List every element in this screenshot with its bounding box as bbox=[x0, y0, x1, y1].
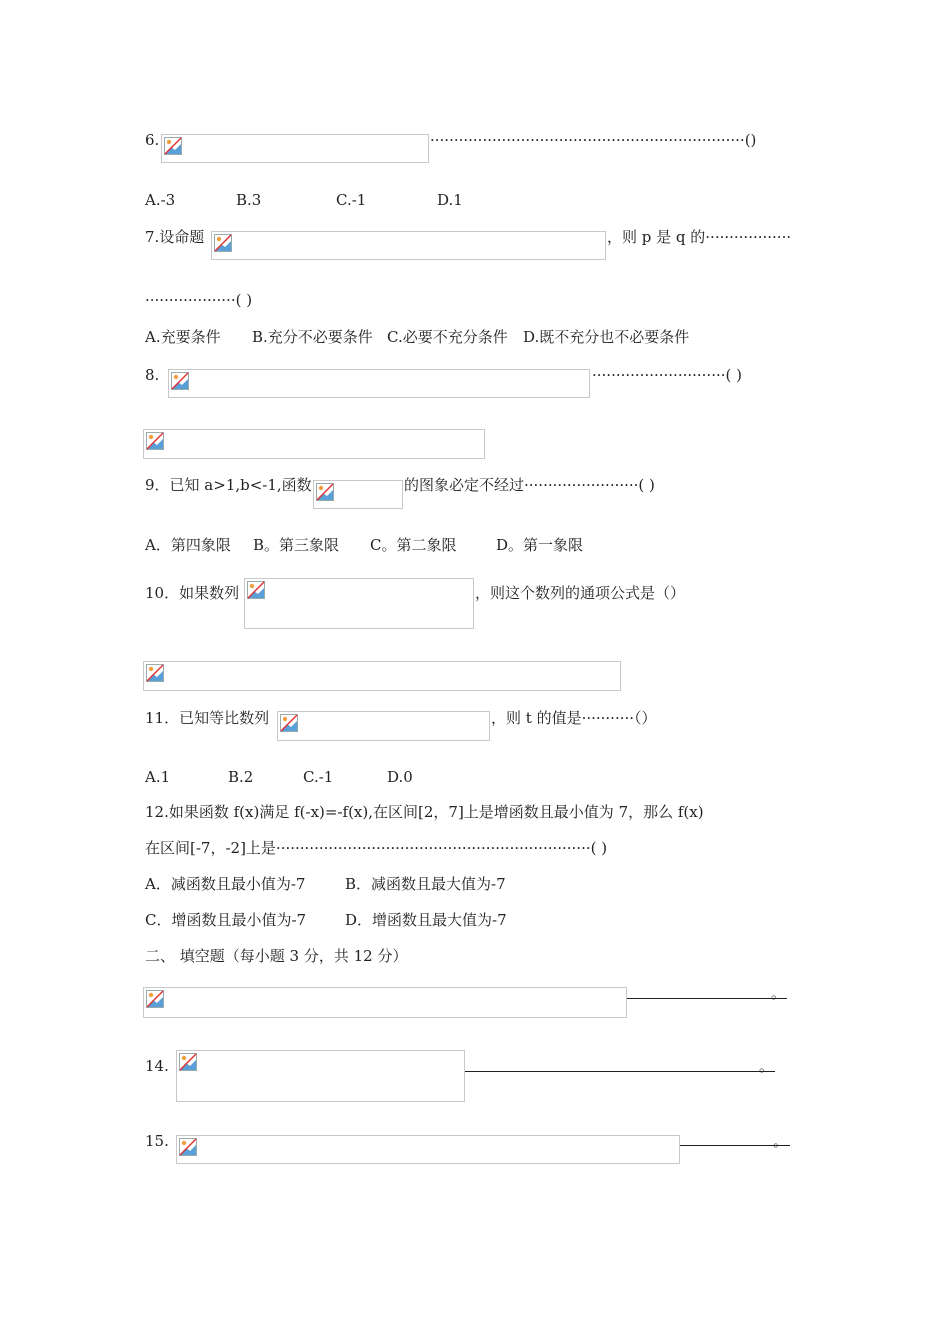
q6-dots: ··································································() bbox=[430, 131, 757, 149]
q12-option-a: A．减函数且最小值为-7 bbox=[145, 875, 306, 893]
q9-formula-image bbox=[313, 480, 403, 509]
q15-formula-image bbox=[176, 1135, 680, 1164]
q11-option-c: C.-1 bbox=[303, 768, 334, 786]
broken-image-icon bbox=[179, 1138, 197, 1156]
section2-title: 二、 填空题（每小题 3 分，共 12 分） bbox=[145, 947, 408, 965]
q14-answer-blank bbox=[465, 1071, 775, 1072]
q11-formula-image bbox=[277, 711, 490, 741]
broken-image-icon bbox=[214, 234, 232, 252]
broken-image-icon bbox=[280, 714, 298, 732]
q13-formula-image bbox=[143, 987, 627, 1018]
q8-dots: ····························( ) bbox=[592, 366, 742, 384]
q7-option-c: C.必要不充分条件 bbox=[387, 328, 508, 346]
q11-option-b: B.2 bbox=[228, 768, 254, 786]
q6-option-a: A.-3 bbox=[145, 191, 176, 209]
q12-option-c: C．增函数且最小值为-7 bbox=[145, 911, 307, 929]
q7-option-a: A.充要条件 bbox=[145, 328, 221, 346]
q12-option-d: D．增函数且最大值为-7 bbox=[345, 911, 507, 929]
q9-option-a: A．第四象限 bbox=[145, 536, 231, 554]
q12-option-b: B．减函数且最大值为-7 bbox=[345, 875, 506, 893]
q14-formula-image bbox=[176, 1050, 465, 1102]
q9-prefix: 9．已知 a>1,b<-1,函数 bbox=[145, 476, 312, 494]
q11-option-a: A.1 bbox=[145, 768, 171, 786]
q7-continuation: ···················( ) bbox=[145, 291, 253, 309]
q6-option-d: D.1 bbox=[437, 191, 463, 209]
q13-answer-blank bbox=[627, 998, 787, 999]
q8-formula-image bbox=[168, 369, 590, 398]
q9-option-c: C。第二象限 bbox=[370, 536, 457, 554]
q11-prefix: 11．已知等比数列 bbox=[145, 709, 270, 727]
broken-image-icon bbox=[179, 1053, 197, 1071]
q10-formula-image bbox=[244, 578, 474, 629]
q7-option-d: D.既不充分也不必要条件 bbox=[523, 328, 690, 346]
q9-suffix: 的图象必定不经过························( ) bbox=[404, 476, 655, 494]
q7-option-b: B.充分不必要条件 bbox=[252, 328, 373, 346]
broken-image-icon bbox=[164, 137, 182, 155]
broken-image-icon bbox=[146, 990, 164, 1008]
q14-end-mark: 。 bbox=[759, 1057, 775, 1075]
q6-option-b: B.3 bbox=[236, 191, 262, 209]
q14-number: 14. bbox=[145, 1057, 169, 1075]
q7-formula-image bbox=[211, 231, 606, 260]
q7-suffix: ，则 p 是 q 的·················· bbox=[607, 228, 792, 246]
q11-option-d: D.0 bbox=[387, 768, 413, 786]
q11-suffix: ，则 t 的值是···········（） bbox=[491, 709, 657, 727]
q12-line2: 在区间[-7，-2]上是··································································( ) bbox=[145, 839, 608, 857]
broken-image-icon bbox=[146, 432, 164, 450]
q9-option-d: D。第一象限 bbox=[496, 536, 584, 554]
q15-end-mark: 。 bbox=[773, 1132, 789, 1150]
q13-end-mark: 。 bbox=[771, 984, 787, 1002]
broken-image-icon bbox=[171, 372, 189, 390]
q8-number: 8. bbox=[145, 366, 160, 384]
q6-number: 6. bbox=[145, 131, 160, 149]
broken-image-icon bbox=[146, 664, 164, 682]
q6-formula-image bbox=[161, 134, 429, 163]
q10-prefix: 10．如果数列 bbox=[145, 584, 240, 602]
q10-suffix: ，则这个数列的通项公式是（） bbox=[475, 584, 686, 602]
broken-image-icon bbox=[247, 581, 265, 599]
q6-option-c: C.-1 bbox=[336, 191, 367, 209]
q9-option-b: B。第三象限 bbox=[253, 536, 340, 554]
q7-prefix: 7.设命题 bbox=[145, 228, 205, 246]
q12-line1: 12.如果函数 f(x)满足 f(-x)=-f(x),在区间[2，7]上是增函数且最小值为 7，那么 f(x) bbox=[145, 803, 704, 821]
q10-options-image bbox=[143, 661, 621, 691]
q15-number: 15. bbox=[145, 1132, 169, 1150]
broken-image-icon bbox=[316, 483, 334, 501]
q8-options-image bbox=[143, 429, 485, 459]
